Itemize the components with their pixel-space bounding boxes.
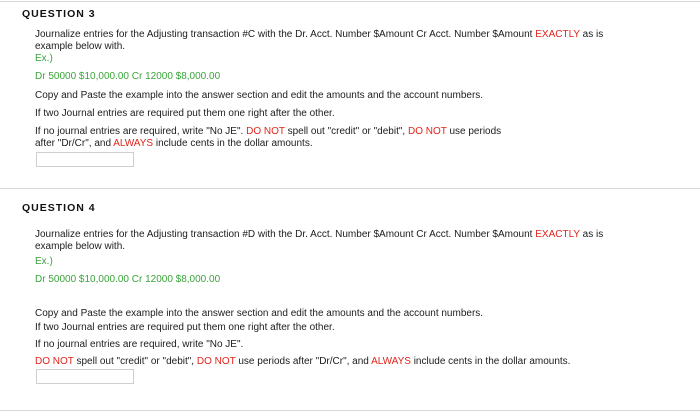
always-emphasis: ALWAYS [113,138,154,149]
do-not-emphasis: DO NOT [196,356,236,367]
question-4-example-label: Ex.) [35,256,53,267]
do-not-emphasis: DO NOT [35,356,74,367]
question-3-instruction-no-je: If no journal entries are required, write "No JE". DO NOT spell out "credit" or "debit", DO NOT use periods [35,126,502,137]
question-3-instruction-cents: after "Dr/Cr", and ALWAYS include cents in the dollar amounts. [35,138,313,149]
question-4-instruction-two-entries: If two Journal entries are required put them one right after the other. [35,322,335,333]
question-4-instruction-cents: DO NOT spell out "credit" or "debit", DO NOT use periods after "Dr/Cr", and ALWAYS include cents in the dollar amounts. [35,356,571,367]
question-4-answer-input[interactable] [36,369,134,384]
question-4-instruction-no-je: If no journal entries are required, write "No JE". [35,339,244,350]
question-3-instruction-copy: Copy and Paste the example into the answer section and edit the amounts and the account numbers. [35,90,484,101]
question-3-answer-input[interactable] [36,152,134,167]
question-separator [0,188,700,189]
question-4-prompt-line-1: Journalize entries for the Adjusting transaction #D with the Dr. Acct. Number $Amount Cr Acct. Number $Amount EXACTLY as is [35,229,604,240]
always-emphasis: ALWAYS [371,356,411,367]
question-3-example-entry: Dr 50000 $10,000.00 Cr 12000 $8,000.00 [35,71,221,82]
question-4-title: QUESTION 4 [22,202,96,214]
do-not-emphasis: DO NOT [246,126,285,137]
question-4-prompt-line-2: example below with. [35,241,126,252]
question-3-title: QUESTION 3 [22,8,96,20]
question-4-instruction-copy: Copy and Paste the example into the answer section and edit the amounts and the account numbers. [35,308,484,319]
exactly-emphasis: EXACTLY [535,229,580,240]
bottom-separator [0,410,700,411]
question-3-instruction-two-entries: If two Journal entries are required put them one right after the other. [35,108,335,119]
question-3-prompt-line-1: Journalize entries for the Adjusting transaction #C with the Dr. Acct. Number $Amount Cr Acct. Number $Amount EXACTLY as is [35,29,604,40]
question-4-example-entry: Dr 50000 $10,000.00 Cr 12000 $8,000.00 [35,274,221,285]
top-separator [0,1,700,2]
exactly-emphasis: EXACTLY [535,29,580,40]
question-3-prompt-line-2: example below with. [35,41,126,52]
question-3-example-label: Ex.) [35,53,53,64]
do-not-emphasis: DO NOT [407,126,447,137]
